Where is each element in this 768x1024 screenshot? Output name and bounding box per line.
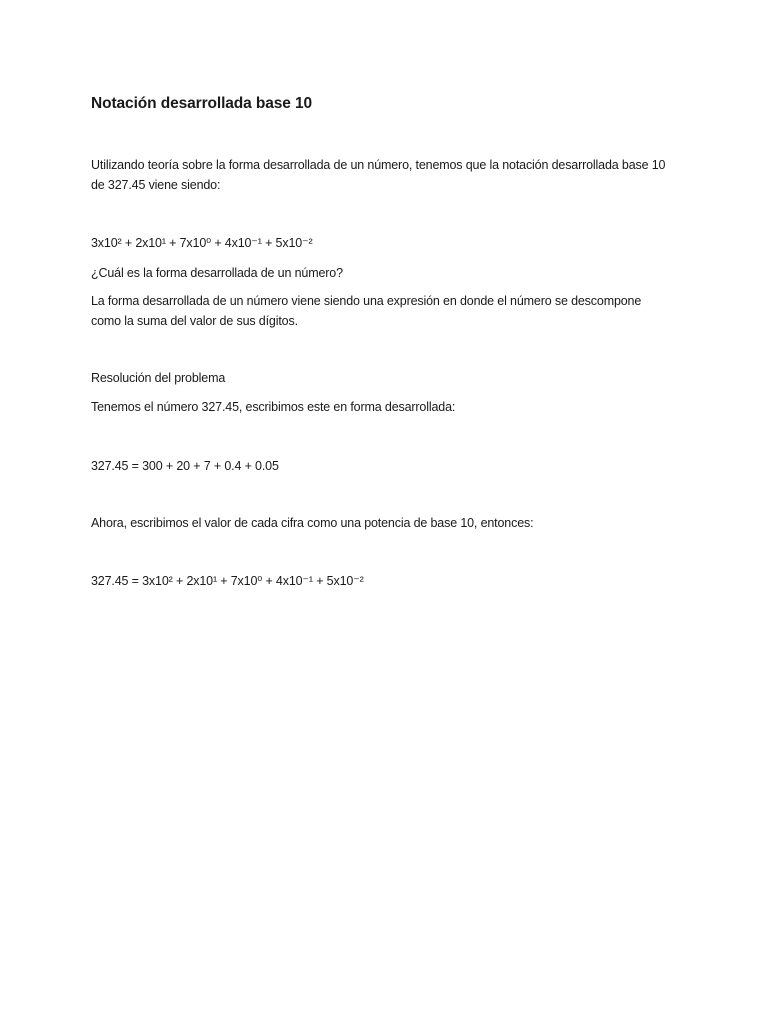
definition-paragraph: La forma desarrollada de un número viene siendo una expresión en donde el número se descompone como la suma del valor de sus dígitos.: [91, 294, 642, 328]
question-text: ¿Cuál es la forma desarrollada de un número?: [91, 266, 343, 280]
step-two-text: Ahora, escribimos el valor de cada cifra como una potencia de base 10, entonces:: [91, 516, 534, 530]
resolution-heading: Resolución del problema: [91, 371, 226, 385]
sum-expression: 327.45 = 300 + 20 + 7 + 0.4 + 0.05: [91, 459, 279, 473]
expansion-formula: 3x10² + 2x10¹ + 7x10⁰ + 4x10⁻¹ + 5x10⁻²: [91, 236, 313, 250]
final-expansion-formula: 327.45 = 3x10² + 2x10¹ + 7x10⁰ + 4x10⁻¹ + 5x10⁻²: [91, 574, 364, 588]
step-one-text: Tenemos el número 327.45, escribimos este en forma desarrollada:: [91, 400, 456, 414]
intro-paragraph: Utilizando teoría sobre la forma desarrollada de un número, tenemos que la notación desarrollada base 10 de 327.45 viene siendo:: [91, 158, 666, 192]
document-title: Notación desarrollada base 10: [91, 95, 313, 112]
